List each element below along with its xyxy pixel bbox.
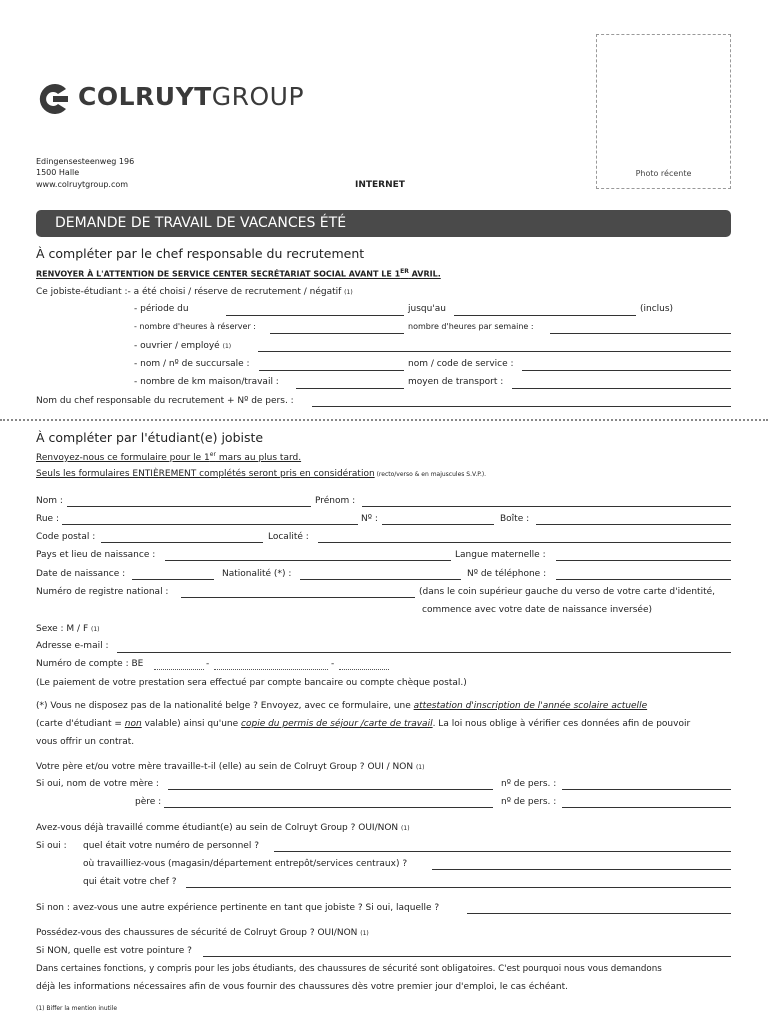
nom-field[interactable]	[67, 506, 311, 507]
email-field[interactable]	[117, 652, 731, 653]
chaussures-question: Possédez-vous des chaussures de sécurité de Colruyt Group ? OUI/NON (1)	[36, 928, 369, 938]
localite-field[interactable]	[318, 542, 731, 543]
photo-label: Photo récente	[635, 169, 692, 178]
nationalite-field[interactable]	[300, 579, 461, 580]
km-field[interactable]	[296, 388, 404, 389]
paiement-note: (Le paiement de votre prestation sera effectué par compte bancaire ou compte chèque postal.)	[36, 678, 467, 688]
ouvrier-field[interactable]	[258, 351, 731, 352]
address-city: 1500 Halle	[36, 168, 80, 177]
nationalite-note-2: (carte d'étudiant = non valable) ainsi qu'une copie du permis de séjour /carte de travail. La loi nous oblige à vérifier ces données afin de pouvoir	[36, 719, 691, 729]
pays-field[interactable]	[165, 560, 451, 561]
boite-field[interactable]	[536, 524, 731, 525]
renvoyez-text: Renvoyez-nous ce formulaire pour le 1er mars au plus tard.	[36, 451, 302, 463]
registre-note-2: commence avec votre date de naissance inversée)	[422, 605, 652, 615]
boite-label: Boîte :	[500, 514, 530, 524]
chaussures-note-1: Dans certaines fonctions, y compris pour les jobs étudiants, des chaussures de sécurité sont obligatoires. C'est pourquoi nous vous demandons	[36, 964, 662, 974]
deja-question: Avez-vous déjà travaillé comme étudiant(e) au sein de Colruyt Group ? OUI/NON (1)	[36, 823, 410, 833]
mere-field[interactable]	[168, 789, 493, 790]
heures-reserver-label: - nombre d'heures à réserver :	[134, 322, 256, 331]
ou-travail-label: où travailliez-vous (magasin/département entrepôt/services centraux) ?	[83, 859, 408, 869]
pere-pers-field[interactable]	[562, 807, 731, 808]
chef-field[interactable]	[312, 406, 731, 407]
prenom-label: Prénom :	[315, 496, 356, 506]
registre-note-1: (dans le coin supérieur gauche du verso de votre carte d'identité,	[419, 587, 715, 597]
chef-precedent-label: qui était votre chef ?	[83, 877, 177, 887]
nom-label: Nom :	[36, 496, 63, 506]
date-naissance-label: Date de naissance :	[36, 569, 126, 579]
photo-box	[596, 34, 731, 189]
chef-label: Nom du chef responsable du recrutement + Nº de pers. :	[36, 396, 294, 406]
rue-label: Rue :	[36, 514, 59, 524]
code-service-field[interactable]	[522, 370, 731, 371]
periode-start-field[interactable]	[226, 315, 404, 316]
registre-label: Numéro de registre national :	[36, 587, 169, 597]
pere-label: père :	[135, 797, 162, 807]
compte-dash-1: -	[206, 659, 210, 669]
prenom-field[interactable]	[362, 506, 731, 507]
page-title: DEMANDE DE TRAVAIL DE VACANCES ÉTÉ	[55, 215, 347, 231]
pays-label: Pays et lieu de naissance :	[36, 550, 156, 560]
nationalite-note-1: (*) Vous ne disposez pas de la nationalité belge ? Envoyez, avec ce formulaire, une attestation d'inscription de l'année scolaire actuelle	[36, 701, 648, 711]
pers-label-2: nº de pers. :	[501, 797, 557, 807]
date-naissance-field[interactable]	[132, 579, 214, 580]
registre-field[interactable]	[181, 597, 415, 598]
periode-label: - période du	[134, 304, 189, 314]
mere-label: Si oui, nom de votre mère :	[36, 779, 159, 789]
rue-field[interactable]	[62, 524, 358, 525]
jusquau-label: jusqu'au	[408, 304, 447, 314]
transport-field[interactable]	[512, 388, 731, 389]
logo-wordmark: COLRUYTGROUP	[78, 82, 305, 111]
succursale-field[interactable]	[259, 370, 404, 371]
periode-end-field[interactable]	[454, 315, 636, 316]
nationalite-note-3: vous offrir un contrat.	[36, 737, 135, 747]
seuls-text: Seuls les formulaires ENTIÈREMENT complétés seront pris en considération (recto/verso & en majuscules S.V.P.).	[36, 469, 487, 479]
ouvrier-label: - ouvrier / employé (1)	[134, 341, 232, 351]
km-label: - nombre de km maison/travail :	[134, 377, 279, 387]
langue-label: Langue maternelle :	[455, 550, 546, 560]
pere-field[interactable]	[164, 807, 493, 808]
compte-field-3[interactable]	[339, 669, 389, 670]
channel-label: INTERNET	[355, 180, 405, 190]
si-non-label: Si non : avez-vous une autre expérience pertinente en tant que jobiste ? Si oui, laquelle ?	[36, 903, 440, 913]
compte-field-2[interactable]	[214, 669, 328, 670]
recruiter-instruction: RENVOYER À L'ATTENTION DE SERVICE CENTER SECRÉTARIAT SOCIAL AVANT LE 1ER AVRIL.	[36, 268, 441, 279]
numero-label: Nº :	[361, 514, 378, 524]
sexe-label: Sexe : M / F (1)	[36, 624, 100, 634]
chef-precedent-field[interactable]	[186, 887, 731, 888]
title-bar	[36, 210, 731, 237]
telephone-field[interactable]	[556, 579, 731, 580]
localite-label: Localité :	[268, 532, 309, 542]
pers-label-1: nº de pers. :	[501, 779, 557, 789]
heures-reserver-field[interactable]	[270, 333, 404, 334]
langue-field[interactable]	[556, 560, 731, 561]
address-web: www.colruytgroup.com	[36, 180, 129, 189]
code-postal-field[interactable]	[101, 542, 263, 543]
section-divider	[0, 419, 768, 421]
code-service-label: nom / code de service :	[408, 359, 514, 369]
code-postal-label: Code postal :	[36, 532, 96, 542]
inclus-label: (inclus)	[640, 304, 674, 314]
heures-semaine-label: nombre d'heures par semaine :	[408, 322, 534, 331]
heures-semaine-field[interactable]	[550, 333, 731, 334]
compte-dash-2: -	[331, 659, 335, 669]
compte-label: Numéro de compte : BE	[36, 659, 144, 669]
ou-travail-field[interactable]	[432, 869, 731, 870]
transport-label: moyen de transport :	[408, 377, 504, 387]
mere-pers-field[interactable]	[562, 789, 731, 790]
perso-num-field[interactable]	[274, 851, 731, 852]
nationalite-label: Nationalité (*) :	[222, 569, 292, 579]
student-heading: À compléter par l'étudiant(e) jobiste	[36, 430, 264, 445]
recruiter-heading: À compléter par le chef responsable du recrutement	[36, 246, 365, 261]
recruiter-status-label: Ce jobiste-étudiant :- a été choisi / réserve de recrutement / négatif (1)	[36, 287, 353, 297]
pointure-field[interactable]	[203, 956, 731, 957]
email-label: Adresse e-mail :	[36, 641, 109, 651]
numero-field[interactable]	[382, 524, 494, 525]
compte-field-1[interactable]	[154, 669, 204, 670]
chaussures-note-2: déjà les informations nécessaires afin de vous fournir des chaussures dès votre premier jour d'emploi, le cas échéant.	[36, 982, 569, 992]
experience-field[interactable]	[467, 913, 731, 914]
colruyt-logo-icon	[36, 83, 72, 115]
address-street: Edingensesteenweg 196	[36, 157, 135, 166]
parents-question: Votre père et/ou votre mère travaille-t-il (elle) au sein de Colruyt Group ? OUI / NON (1)	[36, 762, 425, 772]
si-oui-label: Si oui :	[36, 841, 67, 851]
succursale-label: - nom / nº de succursale :	[134, 359, 250, 369]
pointure-label: Si NON, quelle est votre pointure ?	[36, 946, 192, 956]
telephone-label: Nº de téléphone :	[467, 569, 547, 579]
footnote: (1) Biffer la mention inutile	[36, 1005, 118, 1012]
perso-num-label: quel était votre numéro de personnel ?	[83, 841, 259, 851]
